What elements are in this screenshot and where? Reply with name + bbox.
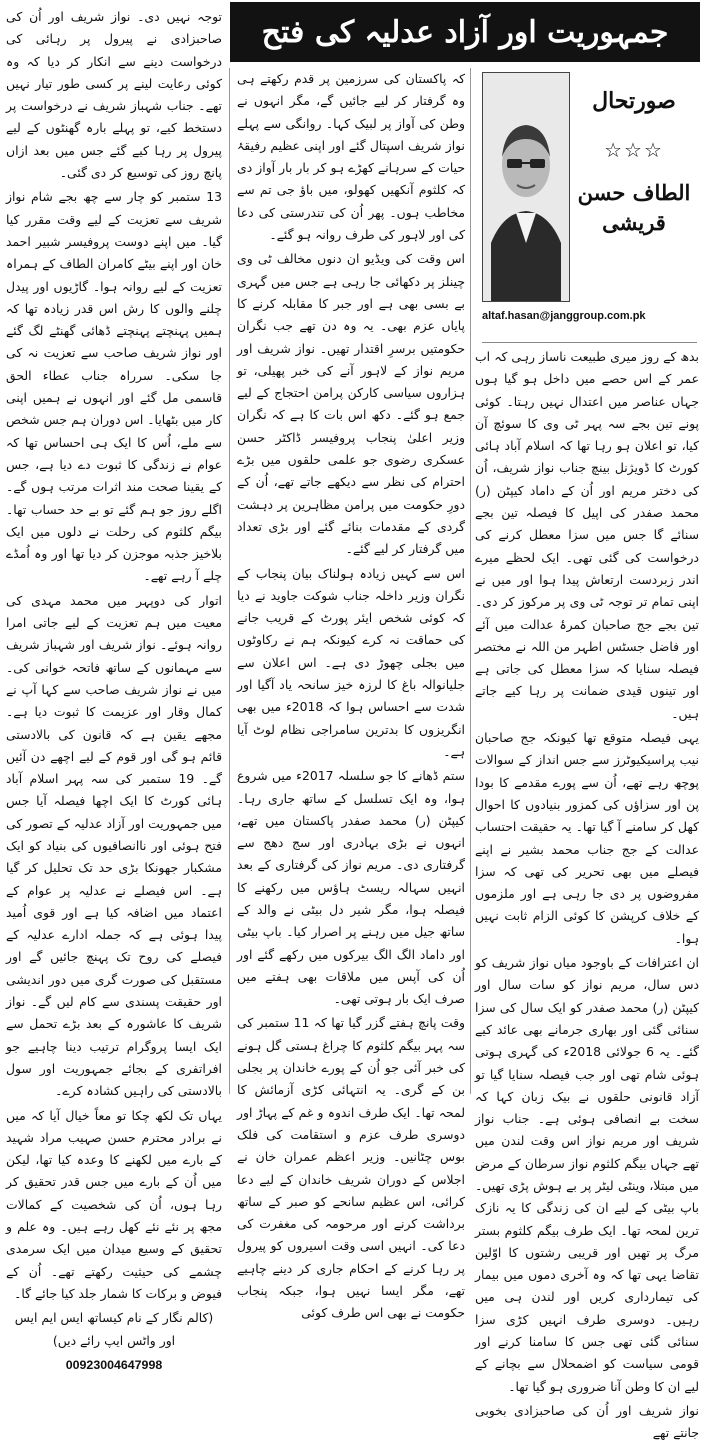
column-divider — [229, 68, 230, 1094]
headline: جمہوریت اور آزاد عدلیہ کی فتح — [230, 2, 700, 62]
author-email: altaf.hasan@janggroup.com.pk — [482, 310, 646, 322]
paragraph: یہی فیصلہ متوقع تھا کیونکہ جج صاحبان نیب پراسیکیوٹرز سے جس انداز کے سوالات پوچھ رہے تھے، اُن سے پورے مقدمے کا بودا پن اور سزاؤں کی کمزور بنیادوں کا احوال کھل کر سامنے آ گیا تھا۔ یہ حقیقت احتساب عدالت کے جج جناب محمد بشیر نے اپنے فیصلے میں بھی تحریر کی تھی کہ سزا مفروضوں پر دی جا رہی ہے اور ملزموں کے خلاف کرپشن کا کوئی الزام ثابت نہیں ہوا۔ — [475, 730, 699, 946]
paragraph: وقت پانچ ہفتے گزر گیا تھا کہ 11 ستمبر کی سہ پہر بیگم کلثوم کا چراغ ہستی گل ہونے کی خبر آئی جو اُن کے پورے خاندان پر بجلی بن کے گری۔ یہ انتہائی کڑی آزمائش کا لمحہ تھا۔ ایک طرف اندوہ و غم کے پہاڑ اور دوسری طرف عزم و استقامت کی فلک بوس چٹانیں۔ وزیر اعظم عمران خان نے اجلاس کے دوران شریف خاندان کے لیے دعا کرائی، اس عظیم سانحے کو صبر کے ساتھ برداشت کرنے اور مرحومہ کی مغفرت کی دعا کی۔ انہیں اسی وقت اسیروں کو پیرول پر رہا کرنے کے احکام جاری کر دینے چاہیے تھے، مگر ایسا نہیں ہوا، جبکہ پنجاب حکومت نے بھی اس طرف کوئی — [237, 1015, 465, 1321]
author-name: الطاف حسن قریشی — [577, 180, 691, 235]
paragraph: توجہ نہیں دی۔ نواز شریف اور اُن کی صاحبزادی نے پیرول پر رہائی کی درخواست دینے سے انکار کر دیا کہ وہ کوئی رعایت لینے پر کسی طور تیار نہیں تھے۔ جناب شہباز شریف نے درخواست پر دستخط کیے، تو پہلے بارہ گھنٹوں کے لیے پیرول پر رہا کیے گئے جس میں بعد ازاں پانچ روز کی توسیع کر دی گئی۔ — [6, 9, 222, 181]
paragraph: نواز شریف اور اُن کی صاحبزادی بخوبی جانتے تھے — [475, 1402, 699, 1441]
paragraph: اس سے کہیں زیادہ ہولناک بیان پنجاب کے نگران وزیر داخلہ جناب شوکت جاوید نے دیا کہ کوئی شخص ایئر پورٹ کے قریب جانے کی حماقت نہ کرے کیونکہ ہم نے رکاوٹوں میں بجلی چھوڑ دی ہے۔ اس اعلان سے جلیانوالہ باغ کا لرزہ خیز سانحہ یاد آگیا اور شدت سے احساس ہوا کہ 2018ء میں بھی انگریزوں کا بدترین سامراجی نظام لوٹ آیا ہے۔ — [237, 565, 465, 759]
star-rating: ☆☆☆ — [604, 138, 664, 162]
paragraph: یہاں تک لکھ چکا تو معاً خیال آیا کہ میں نے برادر محترم حسن صہیب مراد شہید کے بارے میں لکھنے کا وعدہ کیا تھا، لیکن میں اُن کے بارے میں جس قدر تحقیق کر رہا ہوں، اُن کی شخصیت کے کمالات مجھ پر نئے نئے کھل رہے ہیں۔ وہ علم و تحقیق کے وسیع میدان میں ایک سرمدی چشمے کی حیثیت رکھتے تھے۔ اُن کے فیوض و برکات کا شمار جلد کیا جائے گا۔ — [6, 1107, 222, 1301]
article-column-middle — [237, 68, 465, 1321]
column-name: صورتحال — [592, 88, 676, 114]
contact-note: (کالم نگار کے نام کیساتھ ایس ایم ایس اور واٹس ایپ رائے دیں) — [14, 1310, 214, 1348]
byline-divider — [482, 342, 697, 343]
byline-box — [482, 72, 697, 344]
column-divider — [470, 68, 471, 1094]
paragraph: بدھ کے روز میری طبیعت ناساز رہی کہ اب عمر کے اس حصے میں داخل ہو گیا ہوں جہاں عناصر میں اعتدال نہیں رہتا۔ کوئی پونے تین بجے سہ پہر ٹی وی کا سوئچ آن کیا، تو اعلان ہو رہا تھا کہ اسلام آباد ہائی کورٹ کا ڈویژنل بینچ جناب نواز شریف، اُن کی دختر مریم اور اُن کے داماد کیپٹن (ر) محمد صفدر کی اپیل کا فیصلہ تین بجے سنائے گا جس میں سزا معطل کرنے کی درخواست کی گئی تھی۔ ایک لحظے میرے اندر زبردست ارتعاش پیدا ہوا اور میں نے اپنی تمام تر توجہ ٹی وی پر مرکوز کر دی۔ تین بجے جج صاحبان کمرۂ عدالت میں آئے اور فاضل جسٹس اطہر من اللہ نے مختصر فیصلہ سنایا کہ سزا معطل کی جاتی ہے اور تینوں قیدی ضمانت پر رہا کیے جاتے ہیں۔ — [475, 349, 699, 721]
article-column-left — [6, 6, 223, 1372]
paragraph: اتوار کی دوپہر میں محمد مہدی کی معیت میں ہم تعزیت کے لیے جاتی امرا روانہ ہوئے۔ نواز شریف اور شہباز شریف سے مہمانوں کے ساتھ فاتحہ خوانی کی۔ میں نے نواز شریف صاحب سے کہا آپ نے کمال وقار اور عزیمت کا ثبوت دیا ہے۔ مجھے یقین ہے کہ قانون کی بالادستی قائم ہو گی اور قوم کے لیے اچھے دن آئیں گے۔ 19 ستمبر کی سہ پہر اسلام آباد ہائی کورٹ کا ایک اچھا فیصلہ آیا جس میں جمہوریت اور آزاد عدلیہ کے تصور کی فتح ہوئی اور ناانصافیوں کی بنیاد کو ایک مشکبار جھونکا بڑی حد تک تحلیل کر گیا ہے۔ اس فیصلے نے عدلیہ پر عوام کے اعتماد میں اضافہ کیا ہے اور قوی اُمید پیدا ہوئی ہے کہ جملہ ادارے عدلیہ کے فیصلے کی روح تک پہنچ جائیں گے اور مستقبل کی صورت گری میں دور اندیشی اور حقیقت پسندی سے کام لیں گے۔ نواز شریف کا عاشورہ کے بعد بڑے تحمل سے ایک ایسا پروگرام ترتیب دینا چاہیے جو افراتفری کے بجائے جمہوریت اور سول بالادستی کی راہیں کشادہ کرے۔ — [6, 592, 223, 1099]
author-photo — [482, 72, 570, 302]
author-portrait-image — [483, 73, 569, 301]
article-column-right — [475, 346, 700, 1441]
contact-phone: 00923004647998 — [65, 1357, 163, 1372]
paragraph: ستم ڈھانے کا جو سلسلہ 2017ء میں شروع ہوا، وہ ایک تسلسل کے ساتھ جاری رہا۔ کیپٹن (ر) محمد صفدر پاکستان میں تھے، انہوں نے بڑی بہادری اور سج دھج سے گرفتاری دی۔ مریم نواز کی گرفتاری کے بعد انہیں سہالہ ریسٹ ہاؤس میں رکھنے کا فیصلہ ہوا، مگر شیر دل بیٹی نے والد کے ساتھ جیل میں رہنے پر اصرار کیا۔ باپ بیٹی اور داماد الگ الگ بیرکوں میں رکھے گئے اور اُن کی آپس میں ملاقات بھی ہفتے میں صرف ایک بار ہوتی تھی۔ — [237, 768, 465, 1007]
paragraph: ان اعترافات کے باوجود میاں نواز شریف کو دس سال، مریم نواز کو سات سال اور کیپٹن (ر) محمد صفدر کو ایک سال کی سزا سنائی گئی اور بھاری جرمانے بھی عائد کیے گئے۔ یہ 6 جولائی 2018ء کی گہری ہوتی ہوئی شام تھی اور جب فیصلہ سنایا گیا تو آزاد قانونی حلقوں نے بیک زبان کہا کہ سخت بے انصافی ہوئی ہے۔ جناب نواز شریف اور مریم نواز اس وقت لندن میں تھے جہاں بیگم کلثوم نواز سرطان کے مرض میں مبتلا، وینٹی لیٹر پر بے ہوش پڑی تھیں۔ باپ بیٹی کے لیے ان کی زندگی کا یہ نازک ترین لمحہ تھا۔ ایک طرف بیگم کلثوم بستر مرگ پر تھیں اور قریبی رشتوں کا اوّلین تقاضا یہی تھا کہ وہ آخری دموں میں بیمار کی تیمارداری کریں اور لندن ہی میں رہیں۔ دوسری طرف انہیں کڑی سزا سنائی گئی تھی جس کا سامنا کرنے اور قومی سیاست کو اضمحلال سے بچانے کے لیے ان کا وطن آنا ضروری ہو گیا تھا۔ — [475, 955, 700, 1394]
paragraph: اس وقت کی ویڈیو ان دنوں مخالف ٹی وی چینلز پر دکھائی جا رہی ہے جس میں گہری بے بسی بھی ہے اور جبر کا مقابلہ کرنے کا پایاں عزم بھی۔ یہ وہ دن تھے جب نگران حکومتیں برسرِ اقتدار تھیں۔ نواز شریف اور مریم نواز کے لاہور آنے کی خبر پھیلی، تو ہزاروں سیاسی کارکن پرامن احتجاج کے لیے جمع ہو گئے۔ دکھ اس بات کا ہے کہ نگران وزیر اعلیٰ پنجاب پروفیسر ڈاکٹر حسن عسکری رضوی جو علمی حلقوں میں بڑے احترام کی نظر سے دیکھے جاتے تھے، اُن کے دورِ حکومت میں پرامن مظاہرین پر دہشت گردی کے مقدمات بنائے گئے اور بڑی تعداد میں گرفتار کر لیے گئے۔ — [237, 251, 465, 557]
paragraph: 13 ستمبر کو چار سے چھ بجے شام نواز شریف سے تعزیت کے لیے وقت مقرر کیا گیا۔ میں اپنے دوست پروفیسر شبیر احمد خان اور اپنے بیٹے کامران الطاف کے ہمراہ تعزیت کے لیے روانہ ہوا۔ گاڑیوں اور پیدل چلنے والوں کا رش اس قدر زیادہ تھا کہ ہمیں پہنچتے پہنچتے ڈھائی گھنٹے لگ گئے اور نواز شریف صاحب سے تعزیت نہ کی جا سکی۔ سرراہ جناب عطاء الحق قاسمی مل گئے اور انہوں نے ہمیں اپنی کار میں بٹھایا۔ اس دوران ہم جس شخص سے ملے، اُس کا ایک ہی احساس تھا کہ عوام نے زندگی کا ثبوت دے دیا ہے، جس کے یقینا صحت مند اثرات مرتب ہوں گے۔ اگلے روز جو ہم گئے تو بے حد حساب تھا۔ بیگم کلثوم کی رحلت نے دلوں میں ایک بلاخیز جذبہ موجزن کر دیا تھا اور وہ اُمڈے چلے آ رہے تھے۔ — [6, 189, 222, 584]
paragraph: کہ پاکستان کی سرزمین پر قدم رکھتے ہی وہ گرفتار کر لیے جائیں گے، مگر انہوں نے وطن کی آواز پر لبیک کہا۔ روانگی سے پہلے نواز شریف اسپتال گئے اور اپنی عظیم رفیقۂ حیات کے سرہانے کھڑے ہو کر بار بار آواز دی کہ کلثوم آنکھیں کھولو، میں باؤ جی تم سے مخاطب ہوں۔ پھر اُن کی تندرستی کی دعا کی اور لاہور کی طرف روانہ ہو گئے۔ — [237, 71, 465, 243]
